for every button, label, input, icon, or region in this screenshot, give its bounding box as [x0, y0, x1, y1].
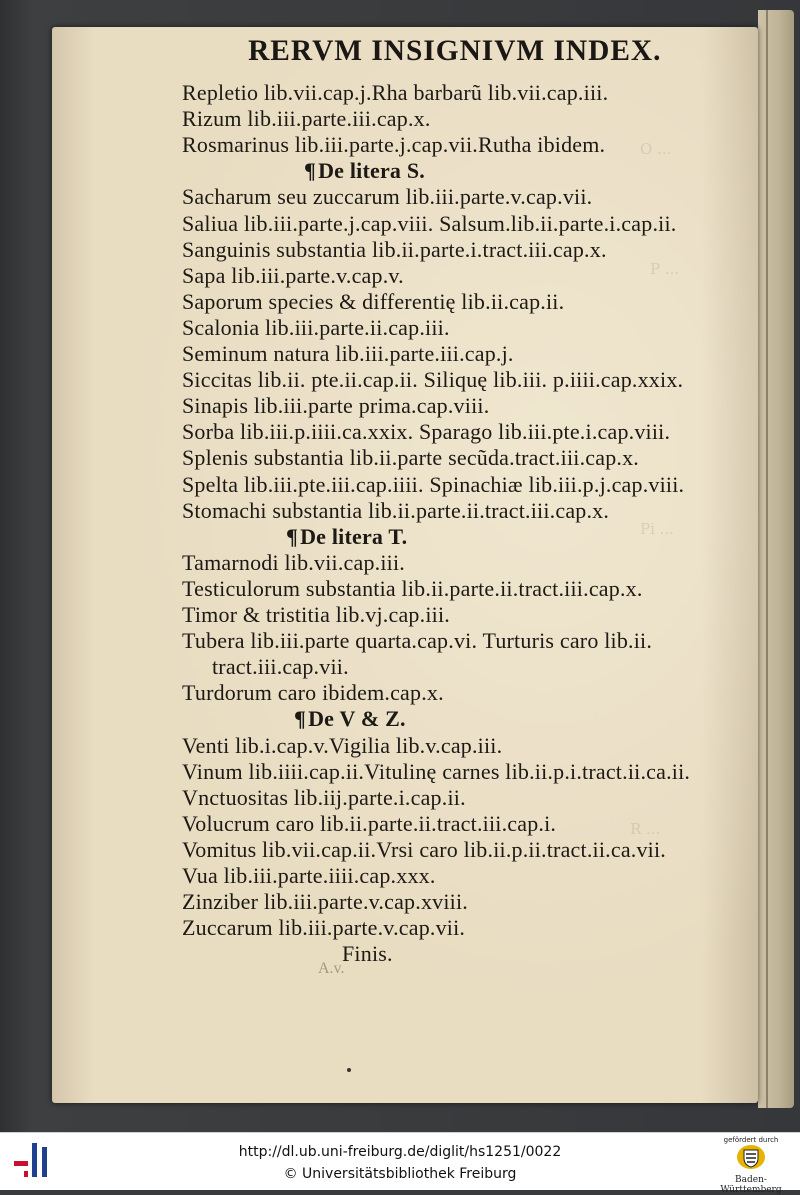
index-entry: Repletio lib.vii.cap.j.Rha barbarũ lib.vii.cap.iii. [182, 80, 609, 105]
copyright-notice: © Universitätsbibliothek Freiburg [283, 1166, 517, 1182]
ink-speck [347, 1068, 351, 1072]
index-entry: Seminum natura lib.iii.parte.iii.cap.j. [182, 341, 514, 366]
index-entry-continuation: tract.iii.cap.vii. [212, 654, 349, 680]
index-entry: Sorba lib.iii.p.iiii.ca.xxix. Sparago lib.iii.pte.i.cap.viii. [182, 419, 671, 445]
page-title: RERVM INSIGNIVM INDEX. [248, 34, 662, 67]
index-entry: Vomitus lib.vii.cap.ii.Vrsi caro lib.ii.p.ii.tract.ii.ca.vii. [182, 836, 667, 862]
index-entry: Sacharum seu zuccarum lib.iii.parte.v.cap.vii. [182, 184, 593, 210]
section-heading-text: De litera S. [318, 158, 425, 184]
index-entry: Rosmarinus lib.iii.parte.j.cap.vii.Rutha ibidem. [182, 132, 606, 158]
funder-name: Baden-Württemberg [720, 1175, 782, 1195]
funder-logo [706, 1136, 796, 1195]
index-entry: Vinum lib.iiii.cap.ii.Vitulinę carnes lib.ii.p.i.tract.ii.ca.ii. [182, 758, 691, 784]
section-heading-text: De litera T. [300, 523, 408, 549]
index-entry: Vnctuositas lib.iij.parte.i.cap.ii. [182, 784, 466, 810]
index-entry: Testiculorum substantia lib.ii.parte.ii.tract.iii.cap.x. [182, 575, 643, 601]
document-url[interactable]: http://dl.ub.uni-freiburg.de/diglit/hs1251/0022 [238, 1144, 562, 1160]
index-entry: Splenis substantia lib.ii.parte secũda.tract.iii.cap.x. [182, 445, 639, 471]
index-entry: Tubera lib.iii.parte quarta.cap.vi. Turturis caro lib.ii. [182, 628, 653, 654]
index-entry: Timor & tristitia lib.vj.cap.iii. [182, 602, 450, 627]
bleed-through-text: Pi ... [640, 520, 674, 538]
section-heading [286, 524, 407, 550]
index-entry: Scalonia lib.iii.parte.ii.cap.iii. [182, 314, 450, 340]
finis-mark: Finis. [342, 941, 393, 967]
section-heading-text: De V & Z. [308, 706, 406, 732]
index-entry: Siccitas lib.ii. pte.ii.cap.ii. Siliquę lib.iii. p.iiii.cap.xxix. [182, 367, 684, 393]
section-mark: ¶ [304, 158, 317, 184]
index-entry: Zinziber lib.iii.parte.v.cap.xviii. [182, 889, 468, 915]
page-fold-line [766, 10, 768, 1108]
index-entry: Zuccarum lib.iii.parte.v.cap.vii. [182, 915, 466, 941]
bleed-through-text: O ... [640, 140, 672, 158]
bleed-through-text: P ... [650, 260, 680, 278]
index-entry: Tamarnodi lib.vii.cap.iii. [182, 549, 405, 575]
funder-caption: gefördert durch [723, 1136, 779, 1144]
index-entry: Rizum lib.iii.parte.iii.cap.x. [182, 106, 431, 132]
index-entry: Volucrum caro lib.ii.parte.ii.tract.iii.cap.i. [182, 810, 557, 836]
index-entry: Sanguinis substantia lib.ii.parte.i.tract.iii.cap.x. [182, 236, 607, 262]
index-entry: Sapa lib.iii.parte.v.cap.v. [182, 262, 404, 288]
index-entry: Saporum species & differentię lib.ii.cap.ii. [182, 288, 565, 314]
coat-of-arms-icon [736, 1144, 766, 1170]
section-mark: ¶ [286, 523, 299, 549]
index-entry: Vua lib.iii.parte.iiii.cap.xxx. [182, 863, 436, 888]
index-entry: Sinapis lib.iii.parte prima.cap.viii. [182, 393, 490, 419]
adjacent-page-edge [758, 10, 794, 1108]
section-heading [294, 706, 406, 732]
index-entry: Spelta lib.iii.pte.iii.cap.iiii. Spinachiæ lib.iii.p.j.cap.viii. [182, 471, 685, 497]
index-entry: Saliua lib.iii.parte.j.cap.viii. Salsum.lib.ii.parte.i.cap.ii. [182, 210, 677, 236]
index-entry: Venti lib.i.cap.v.Vigilia lib.v.cap.iii. [182, 732, 503, 758]
section-heading [304, 158, 425, 184]
signature-mark: A.v. [318, 960, 345, 977]
bleed-through-text: R ... [630, 820, 661, 838]
section-mark: ¶ [294, 706, 307, 732]
index-entry: Turdorum caro ibidem.cap.x. [182, 680, 444, 706]
index-entry: Stomachi substantia lib.ii.parte.ii.tract.iii.cap.x. [182, 497, 610, 523]
